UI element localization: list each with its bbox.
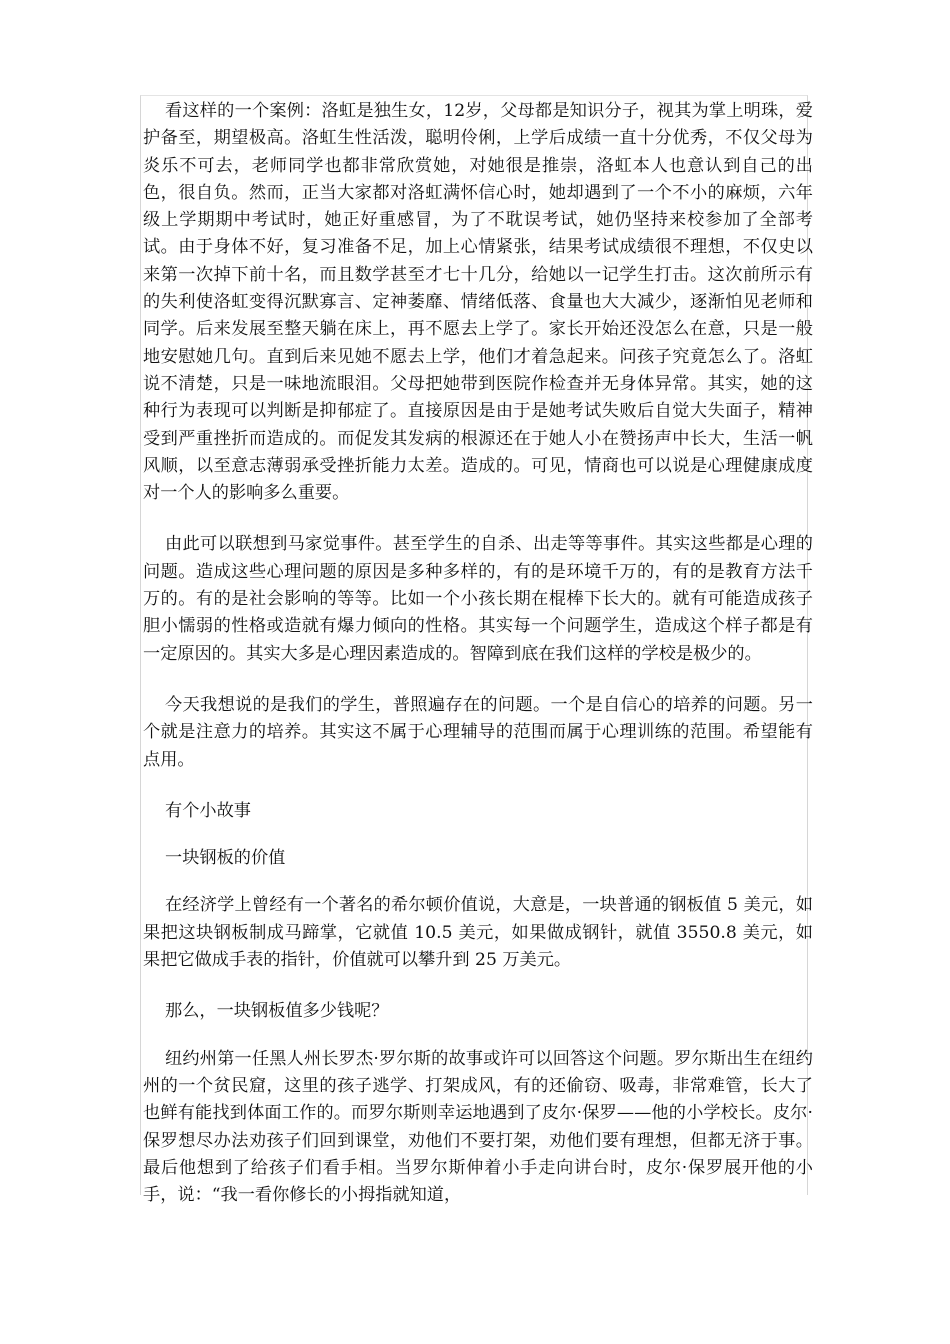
document-body	[143, 98, 813, 1233]
paragraph-steel-value: 在经济学上曾经有一个著名的希尔顿价值说，大意是，一块普通的钢板值 5 美元，如果把这块钢板制成马蹄掌，它就值 10.5 美元，如果做成钢针，就值 3550.8 美元，如果把它做成手表的指针，价值就可以攀升到 25 万美元。	[143, 895, 813, 971]
paragraph-story-heading: 有个小故事	[165, 800, 251, 821]
paragraph-psychology-issues: 由此可以联想到马家觉事件。甚至学生的自杀、出走等等事件。其实这些都是心理的问题。造成这些心理问题的原因是多种多样的，有的是环境千万的，有的是教育方法千万的。有的是社会影响的等等。比如一个小孩长期在棍棒下长大的。就有可能造成孩子胆小懦弱的性格或造就有爆力倾向的性格。其实每一个问题学生，造成这个样子都是有一定原因的。其实大多是心理因素造成的。智障到底在我们这样的学校是极少的。	[143, 534, 813, 664]
paragraph-rolls-story: 纽约州第一任黑人州长罗杰·罗尔斯的故事或许可以回答这个问题。罗尔斯出生在纽约州的一个贫民窟，这里的孩子逃学、打架成风，有的还偷窃、吸毒，非常难管，长大了也鲜有能找到体面工作的。而罗尔斯则幸运地遇到了皮尔·保罗——他的小学校长。皮尔·保罗想尽办法劝孩子们回到课堂，劝他们不要打架，劝他们要有理想，但都无济于事。最后他想到了给孩子们看手相。当罗尔斯伸着小手走向讲台时，皮尔·保罗展开他的小手，说：“我一看你修长的小拇指就知道，	[143, 1048, 813, 1206]
paragraph-question: 那么，一块钢板值多少钱呢？	[165, 1001, 389, 1022]
paragraph-case-study: 看这样的一个案例：洛虹是独生女，12岁，父母都是知识分子，视其为掌上明珠，爱护备至，期望极高。洛虹生性活泼，聪明伶俐，上学后成绩一直十分优秀，不仅父母为炎乐不可去，老师同学也都非常欣赏她，对她很是推崇，洛虹本人也意认到自己的出色，很自负。然而，正当大家都对洛虹满怀信心时，她却遇到了一个不小的麻烦，六年级上学期期中考试时，她正好重感冒，为了不耽误考试，她仍坚持来校参加了全部考试。由于身体不好，复习准备不足，加上心情紧张，结果考试成绩很不理想，不仅史以来第一次掉下前十名，而且数学甚至才七十几分，给她以一记学生打击。这次前所示有的失利使洛虹变得沉默寡言、定神萎靡、情绪低落、食量也大大减少，逐渐怕见老师和同学。后来发展至整天躺在床上，再不愿去上学了。家长开始还没怎么在意，只是一般地安慰她几句。直到后来见她不愿去上学，他们才着急起来。问孩子究竟怎么了。洛虹说不清楚，只是一味地流眼泪。父母把她带到医院作检查并无身体异常。其实，她的这种行为表现可以判断是抑郁症了。直接原因是由于是她考试失败后自觉大失面子，精神受到严重挫折而造成的。而促发其发病的根源还在于她人小在赞扬声中长大，生活一帆风顺，以至意志薄弱承受挫折能力太差。造成的。可见，情商也可以说是心理健康成度对一个人的影响多么重要。	[143, 101, 813, 504]
paragraph-today-topic: 今天我想说的是我们的学生，普照遍存在的问题。一个是自信心的培养的问题。另一个就是注意力的培养。其实这不属于心理辅导的范围而属于心理训练的范围。希望能有点用。	[143, 694, 813, 770]
paragraph-steel-title: 一块钢板的价值	[165, 848, 286, 869]
